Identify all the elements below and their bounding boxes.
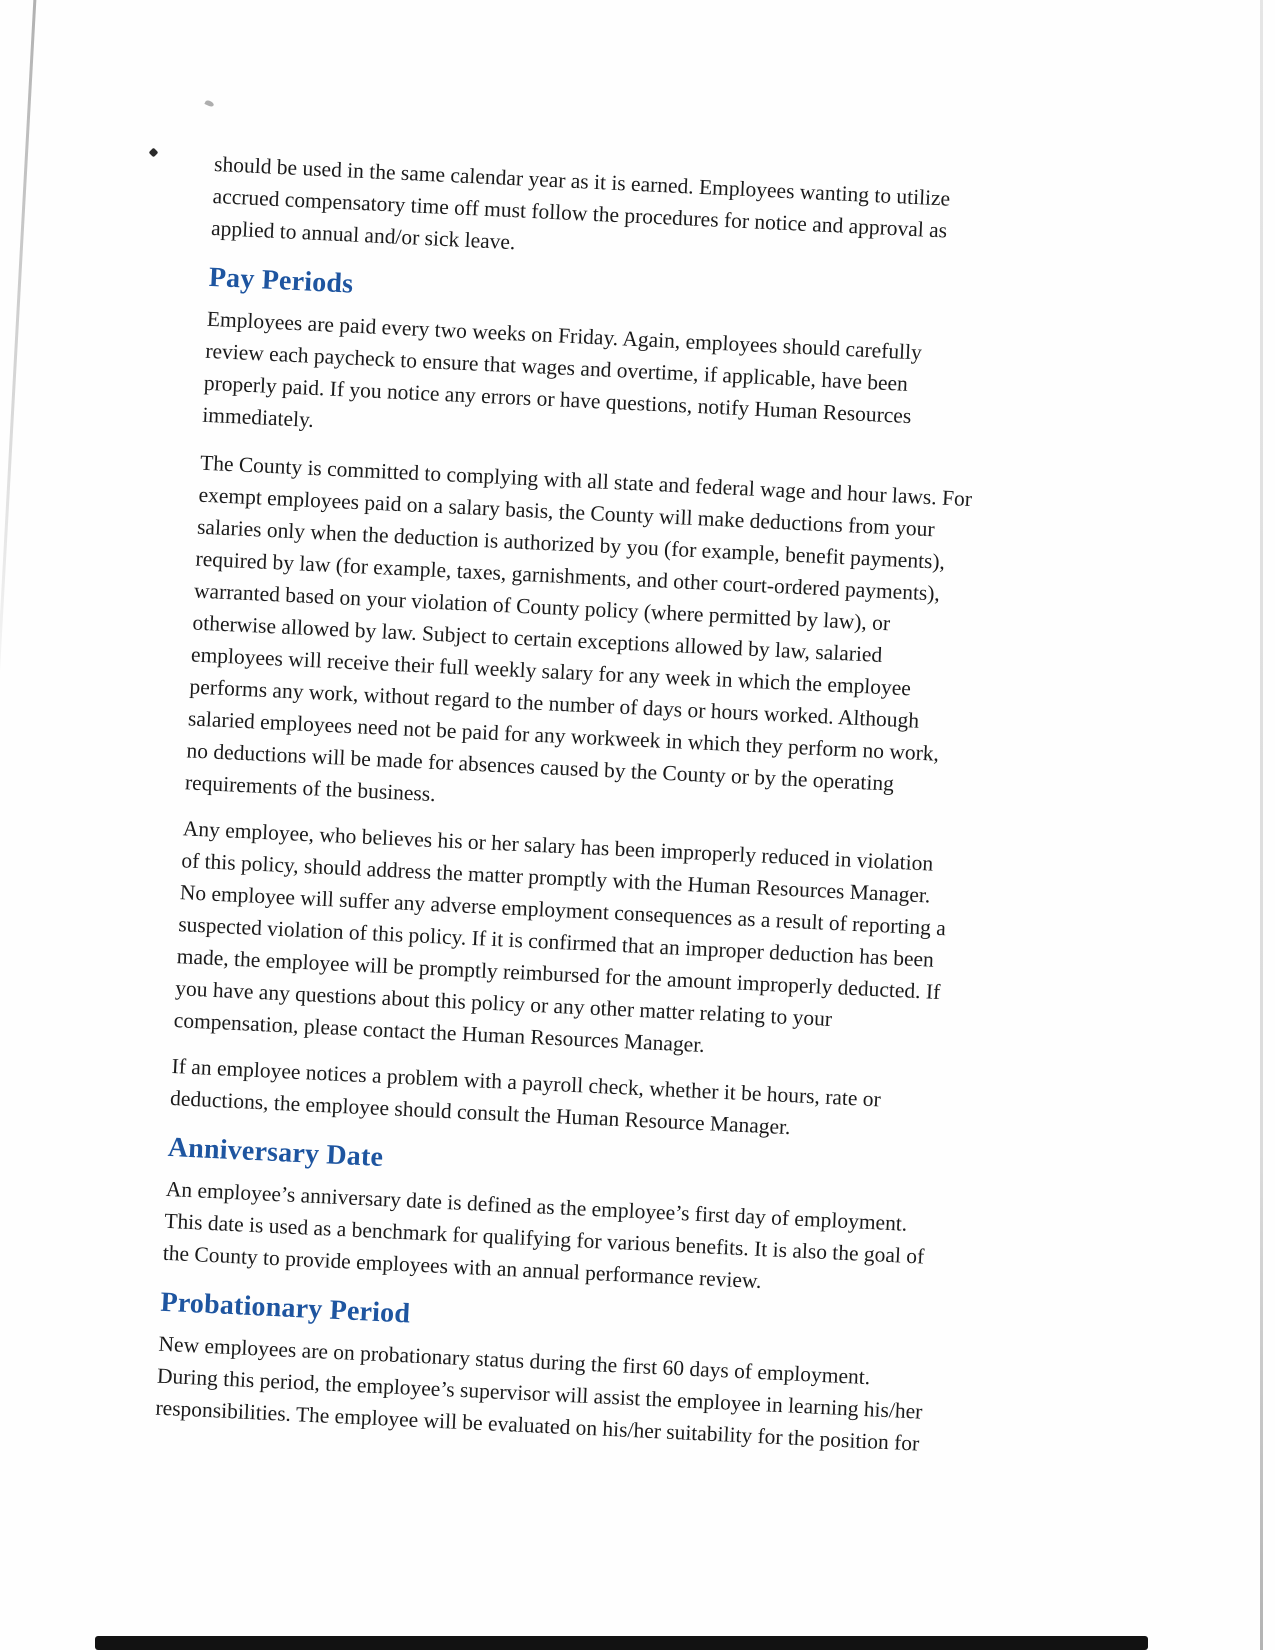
paragraph-pay-schedule: Employees are paid every two weeks on Friday. Again, employees should carefully review each paycheck to ensure that wages and overtime, if applicable, have been properly paid. If you notice any errors or have questions, notify Human Resources immediately. [201, 306, 923, 432]
paragraph-comp-time: should be used in the same calendar year as it is earned. Employees wanting to utilize accrued compensatory time off must follow the procedures for notice and approval as applied to annual and/or sick leave. [210, 151, 951, 255]
heading-probationary-period: Probationary Period [159, 1286, 411, 1330]
scan-speck-dot [149, 148, 159, 158]
page-edge-shadow-left [0, 0, 37, 747]
paragraph-anniversary-date: An employee’s anniversary date is defined as the employee’s first day of employment. This date is used as a benchmark for qualifying for various benefits. It is also the goal of the County to provide employees with an annual performance review. [162, 1176, 925, 1293]
paragraph-probationary-period: New employees are on probationary status during the first 60 days of employment. During this period, the employee’s supervisor will assist the employee in learning his/her responsibilities. The employee will be evaluated on his/her suitability for the position for [155, 1331, 923, 1456]
paragraph-improper-deduction: Any employee, who believes his or her salary has been improperly reduced in violation of this policy, should address the matter promptly with the Human Resources Manager. No employee will suffer any adverse employment consequences as a result of reporting a suspected violation of this policy. If it is confirmed that an improper deduction has been made, the employee will be promptly reimbursed for the amount improperly deducted. If you have any questions about this policy or any other matter relating to your compensation, please contact the Human Resources Manager. [173, 816, 947, 1058]
paragraph-payroll-problem: If an employee notices a problem with a payroll check, whether it be hours, rate or deductions, the employee should consult the Human Resource Manager. [169, 1053, 882, 1140]
page-edge-shadow-right [1260, 0, 1263, 1650]
scan-speck-small [204, 99, 214, 107]
heading-pay-periods: Pay Periods [208, 261, 354, 300]
heading-anniversary-date: Anniversary Date [167, 1131, 384, 1174]
paragraph-wage-hour-laws: The County is committed to complying with all state and federal wage and hour laws. For exempt employees paid on a salary basis, the County will make deductions from your salaries only when the deduction is authorized by you (for example, benefit payments), required by law (for example, taxes, garnishments, and other court-ordered payments), warranted based on your violation of County policy (where permitted by law), or otherwise allowed by law. Subject to certain exceptions allowed by law, salaried employees will receive their full weekly salary for any week in which the employee performs any work, without regard to the number of days or hours worked. Although salaried employees need not be paid for any workweek in which they perform no work, no deductions will be made for absences caused by the County or by the operating requirements of the business. [184, 450, 973, 807]
document-content [154, 148, 1046, 1477]
scan-artifact-bottom-bar [95, 1636, 1148, 1650]
